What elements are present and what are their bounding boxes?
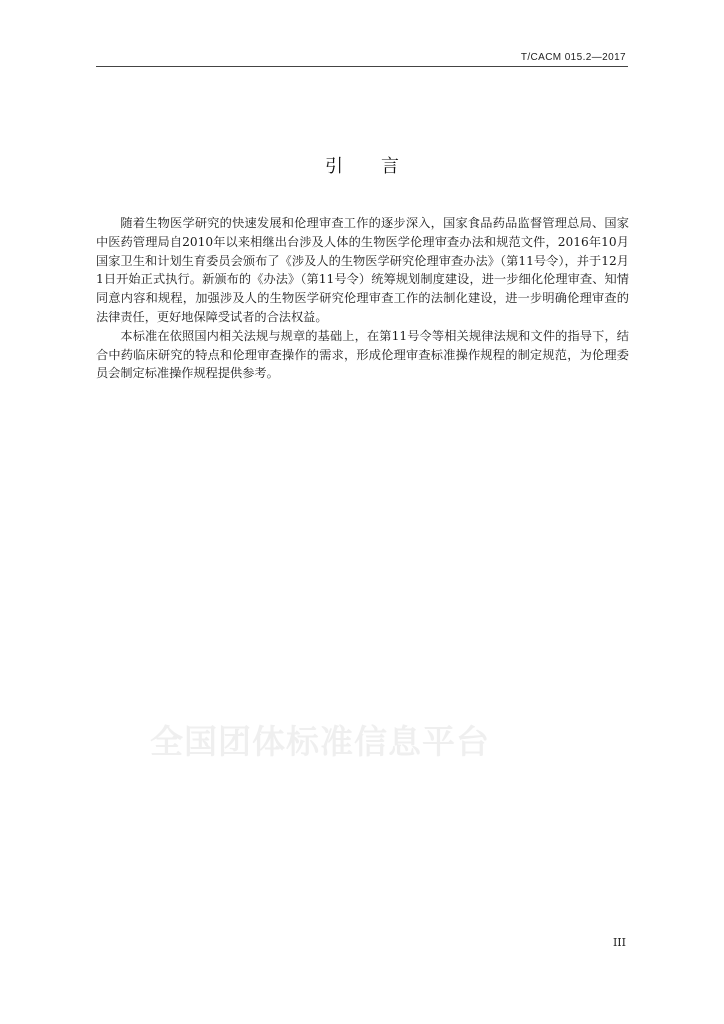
- page-number: III: [612, 936, 626, 949]
- paragraph: 本标准在依照国内相关法规与规章的基础上，在第11号令等相关规律法规和文件的指导下，结合中药临床研究的特点和伦理审查操作的需求，形成伦理审查标准操作规程的制定规范，为伦理委员会制定标准操作规程提供参考。: [96, 328, 629, 381]
- title-char-2: 言: [381, 156, 399, 177]
- section-title: [0, 152, 724, 178]
- body-text: [96, 214, 629, 383]
- watermark: 全国团体标准信息平台: [150, 722, 490, 761]
- paragraph: 随着生物医学研究的快速发展和伦理审查工作的逐步深入，国家食品药品监督管理总局、国家中医药管理局自2010年以来相继出台涉及人体的生物医学伦理审查办法和规范文件，2016年10月国家卫生和计划生育委员会颁布了《涉及人的生物医学研究伦理审查办法》（第11号令），并于12月1日开始正式执行。新颁布的《办法》（第11号令）统筹规划制度建设，进一步细化伦理审查、知情同意内容和规程，加强涉及人的生物医学研究伦理审查工作的法制化建设，进一步明确伦理审查的法律责任，更好地保障受试者的合法权益。: [96, 216, 629, 324]
- standard-code: T/CACM 015.2—2017: [520, 52, 626, 63]
- header-rule: [96, 66, 628, 67]
- title-char-1: 引: [325, 156, 343, 177]
